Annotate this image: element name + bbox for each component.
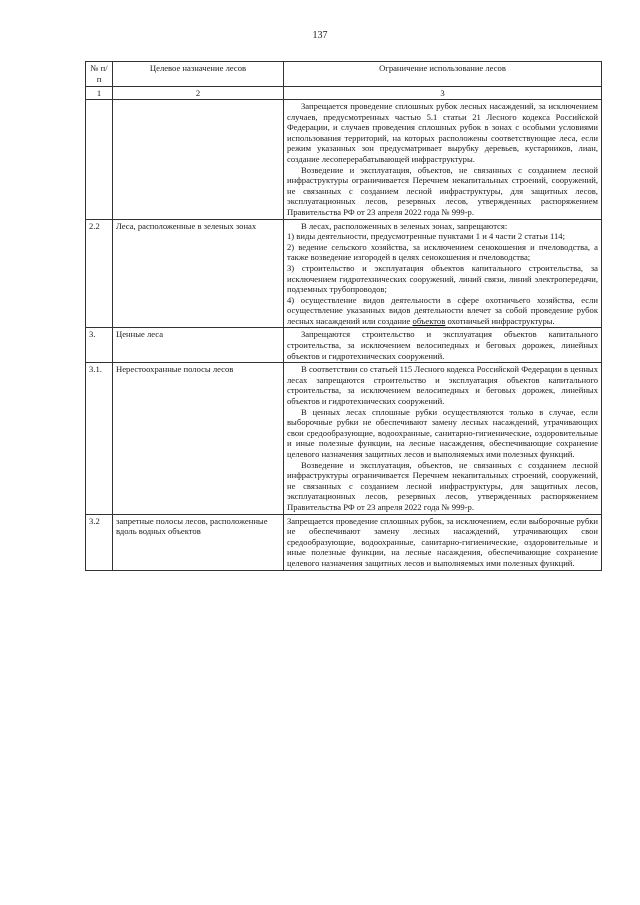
restriction-paragraph: Запрещаются строительство и эксплуатация объектов капитального строительства, за исключением велосипедных и беговых дорожек, линейных объектов и гидротехнических сооружений.: [287, 329, 598, 361]
restriction-paragraph: Запрещается проведение сплошных рубок лесных насаждений, за исключением случаев, предусмотренных частью 5.1 статьи 21 Лесного кодекса Российской Федерации, и случаев проведения сплошных рубок в зонах с особыми условиями использования территорий, на которых расположены соответствующие леса, если режим указанных зон предусматривает вырубку деревьев, кустарников, лиан, создание лесоперерабатывающей инфраструктуры.: [287, 101, 598, 164]
restriction-paragraph: В соответствии со статьей 115 Лесного кодекса Российской Федерации в ценных лесах запрещаются строительство и эксплуатация объектов капитального строительства, за исключением велосипедных и беговых дорожек, линейных объектов и гидротехнических сооружений.: [287, 364, 598, 407]
restriction-paragraph: 3) строительство и эксплуатация объектов капитального строительства, за исключением гидротехнических сооружений, линий связи, линий электропередачи, подземных трубопроводов;: [287, 262, 598, 295]
row-number: 3.2: [86, 514, 113, 570]
row-number: 3.: [86, 328, 113, 363]
restriction-paragraph: В лесах, расположенных в зеленых зонах, запрещаются:: [301, 220, 508, 231]
row-purpose: Леса, расположенные в зеленых зонах: [113, 219, 284, 328]
restriction-paragraph: 1) виды деятельности, предусмотренные пунктами 1 и 4 части 2 статьи 114;: [287, 231, 565, 242]
row-purpose: запретные полосы лесов, расположенные вдоль водных объектов: [113, 514, 284, 570]
restriction-paragraph: Запрещается проведение сплошных рубок, за исключением, если выборочные рубки не обеспечивают замену лесных насаждений, утрачивающих свои средообразующие, водоохранные, санитарно-гигиенические, оздоровительные и иные полезные функции, на лесные насаждения, обеспечивающие сохранение целевого назначения защитных лесов и выполняемых ими полезных функций.: [287, 515, 598, 568]
row-restriction: [284, 219, 602, 328]
header-restriction: Ограничение использование лесов: [284, 62, 602, 87]
row-number: [86, 100, 113, 220]
table-header-row: [86, 62, 602, 87]
index-3: 3: [284, 87, 602, 100]
table-row: [86, 514, 602, 570]
restriction-paragraph: 2) ведение сельского хозяйства, за исключением сенокошения и пчеловодства, а также возведение изгородей в целях сенокошения и пчеловодства;: [287, 241, 598, 263]
header-purpose: Целевое назначение лесов: [113, 62, 284, 87]
row-restriction: [284, 514, 602, 570]
header-num: № п/п: [86, 62, 113, 87]
row-restriction: [284, 363, 602, 514]
restriction-paragraph: В ценных лесах сплошные рубки осуществляются только в случае, если выборочные рубки не обеспечивают замену лесных насаждений, утрачивающих свои средообразующие, водоохранные, санитарно-гигиенические, оздоровительные и иные полезные функции, на лесные насаждения, обеспечивающие сохранение целевого назначения защитных лесов и выполняемых ими полезных функций.: [287, 406, 598, 459]
row-restriction: [284, 100, 602, 220]
table-row: [86, 363, 602, 514]
table-row: [86, 328, 602, 363]
underlined-word: объектов: [412, 315, 446, 326]
row-restriction: [284, 328, 602, 363]
row-number: 2.2: [86, 219, 113, 328]
row-purpose: [113, 100, 284, 220]
page-number: 137: [312, 30, 328, 41]
table-index-row: [86, 87, 602, 100]
row-number: 3.1.: [86, 363, 113, 514]
restriction-paragraph: [287, 295, 598, 327]
index-1: 1: [86, 87, 113, 100]
table-row: [86, 100, 602, 220]
restriction-paragraph: Возведение и эксплуатация, объектов, не связанных с созданием лесной инфраструктуры ограничивается Перечнем некапитальных строений, сооружений, не связанных с созданием лесной инфраструктуры, для защитных лесов, эксплуатационных лесов, резервных лесов, утвержденных распоряжением Правительства РФ от 23 апреля 2022 года № 999-р.: [287, 164, 598, 217]
forest-restrictions-table: [85, 61, 602, 571]
table-row: [86, 219, 602, 328]
restriction-text: 4) осуществление видов деятельности в сфере охотничьего хозяйства, если осуществление указанных видов деятельности влечет за собой проведение рубок лесных насаждений или создание: [287, 294, 598, 326]
row-purpose: Ценные леса: [113, 328, 284, 363]
restriction-text: охотничьей инфраструктуры.: [447, 315, 555, 326]
row-purpose: Нерестоохранные полосы лесов: [113, 363, 284, 514]
restriction-paragraph: Возведение и эксплуатация, объектов, не связанных с созданием лесной инфраструктуры ограничивается Перечнем некапитальных строений, сооружений, не связанных с созданием лесной инфраструктуры, для защитных лесов, эксплуатационных лесов, резервных лесов, утвержденных распоряжением Правительства РФ от 23 апреля 2022 года № 999-р.: [287, 459, 598, 512]
index-2: 2: [113, 87, 284, 100]
